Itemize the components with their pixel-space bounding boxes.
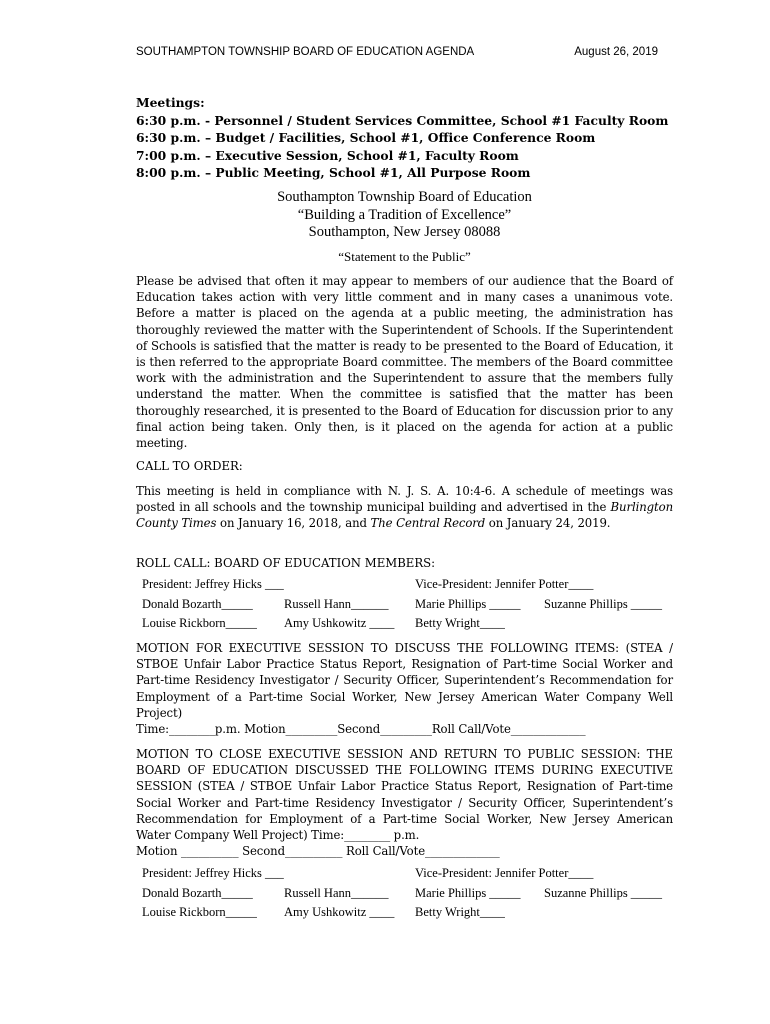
compliance-text: on January 16, 2018, and xyxy=(216,516,371,531)
compliance-text: This meeting is held in compliance with N. J. S. A. 10:4-6. A schedule of meetings was posted in all schools and the township municipal building and advertised in the xyxy=(136,484,673,515)
roll-entry-vice-president: Vice-President: Jennifer Potter____ xyxy=(415,866,594,880)
motion-text: MOTION TO CLOSE EXECUTIVE SESSION AND RETURN TO PUBLIC SESSION: THE BOARD OF EDUCATION DISCUSSED THE FOLLOWING ITEMS DURING EXECUTIVE SESSION (STEA / STBOE Unfair Labor Practice Status Report, Resignation of Part-time Social Worker and Part-time Residency Investigator / Security Officer, Superintendent’s Recommendation for Employment of a Part-time Social Worker, New Jersey American Water Company Well Project) Time:________ p.m. xyxy=(136,747,673,843)
roll-entry: Russell Hann______ xyxy=(284,596,389,611)
roll-call-label: ROLL CALL: BOARD OF EDUCATION MEMBERS: xyxy=(136,556,436,570)
roll-row xyxy=(142,616,682,636)
board-title-block xyxy=(136,189,673,242)
roll-entry: Marie Phillips _____ xyxy=(415,596,521,611)
statement-title: “Statement to the Public” xyxy=(338,249,471,264)
roll-entry-president: President: Jeffrey Hicks ___ xyxy=(142,577,284,591)
meetings-heading: Meetings: xyxy=(136,95,205,110)
call-to-order-paragraph xyxy=(136,483,673,532)
meeting-line: 8:00 p.m. – Public Meeting, School #1, All Purpose Room xyxy=(136,165,531,180)
roll-entry: Suzanne Phillips _____ xyxy=(544,885,663,900)
roll-entry-president: President: Jeffrey Hicks ___ xyxy=(142,866,284,880)
page-header xyxy=(136,46,658,58)
roll-entry: Betty Wright____ xyxy=(415,905,505,919)
close-session-motion xyxy=(136,746,673,859)
roll-row xyxy=(142,577,682,597)
roll-entry: Russell Hann______ xyxy=(284,885,389,900)
roll-row xyxy=(142,597,682,617)
roll-call-table-2 xyxy=(142,866,682,925)
roll-entry: Betty Wright____ xyxy=(415,616,505,630)
roll-entry: Suzanne Phillips _____ xyxy=(544,596,663,611)
meeting-line: 7:00 p.m. – Executive Session, School #1, Faculty Room xyxy=(136,147,519,163)
meetings-list xyxy=(136,94,676,182)
motion-vote-line: Motion __________ Second__________ Roll Call/Vote_____________ xyxy=(136,844,500,859)
roll-entry: Amy Ushkowitz ____ xyxy=(284,905,395,919)
newspaper-name: Burlington County Times xyxy=(136,500,673,531)
compliance-text: on January 24, 2019. xyxy=(485,516,611,531)
roll-entry: Donald Bozarth_____ xyxy=(142,596,253,611)
header-date: August 26, 2019 xyxy=(574,46,658,58)
call-to-order-label: CALL TO ORDER: xyxy=(136,459,243,473)
board-name: Southampton Township Board of Education xyxy=(277,189,532,205)
meeting-line: 6:30 p.m. - Personnel / Student Services Committee, School #1 Faculty Room xyxy=(136,112,669,128)
header-title: SOUTHAMPTON TOWNSHIP BOARD OF EDUCATION AGENDA xyxy=(136,46,475,58)
roll-row xyxy=(142,886,682,906)
executive-session-motion xyxy=(136,640,673,737)
roll-entry: Amy Ushkowitz ____ xyxy=(284,616,395,630)
board-location: Southampton, New Jersey 08088 xyxy=(308,224,501,240)
board-motto: “Building a Tradition of Excellence” xyxy=(297,206,512,223)
roll-entry: Donald Bozarth_____ xyxy=(142,885,253,900)
roll-entry: Louise Rickborn_____ xyxy=(142,616,257,630)
roll-entry: Marie Phillips _____ xyxy=(415,885,521,900)
roll-row xyxy=(142,866,682,886)
roll-entry: Louise Rickborn_____ xyxy=(142,905,257,919)
roll-row xyxy=(142,905,682,925)
motion-vote-line: Time:________p.m. Motion_________Second_________Roll Call/Vote_____________ xyxy=(136,722,586,737)
roll-call-table xyxy=(142,577,682,636)
statement-paragraph: Please be advised that often it may appear to members of our audience that the Board of Education takes action with very little comment and in many cases a unanimous vote. Before a matter is placed on the agenda at a public meeting, the administration has thoroughly reviewed the matter with the Superintendent of Schools. If the Superintendent of Schools is satisfied that the matter is ready to be presented to the Board of Education, it is then referred to the appropriate Board committee. The members of the Board committee work with the administration and the Superintendent to assure that the members fully understand the matter. When the committee is satisfied that the matter has been thoroughly researched, it is presented to the Board of Education for discussion prior to any final action being taken. Only then, is it placed on the agenda for action at a public meeting. xyxy=(136,274,673,451)
meeting-line: 6:30 p.m. – Budget / Facilities, School #1, Office Conference Room xyxy=(136,130,596,145)
newspaper-name: The Central Record xyxy=(370,516,486,531)
motion-text: MOTION FOR EXECUTIVE SESSION TO DISCUSS THE FOLLOWING ITEMS: (STEA / STBOE Unfair Labor Practice Status Report, Resignation of Part-time Social Worker and Part-time Residency Investigator / Security Officer, Superintendent’s Recommendation for Employment of a Part-time Social Worker, New Jersey American Water Company Well Project) xyxy=(136,641,673,720)
roll-entry-vice-president: Vice-President: Jennifer Potter____ xyxy=(415,577,594,591)
